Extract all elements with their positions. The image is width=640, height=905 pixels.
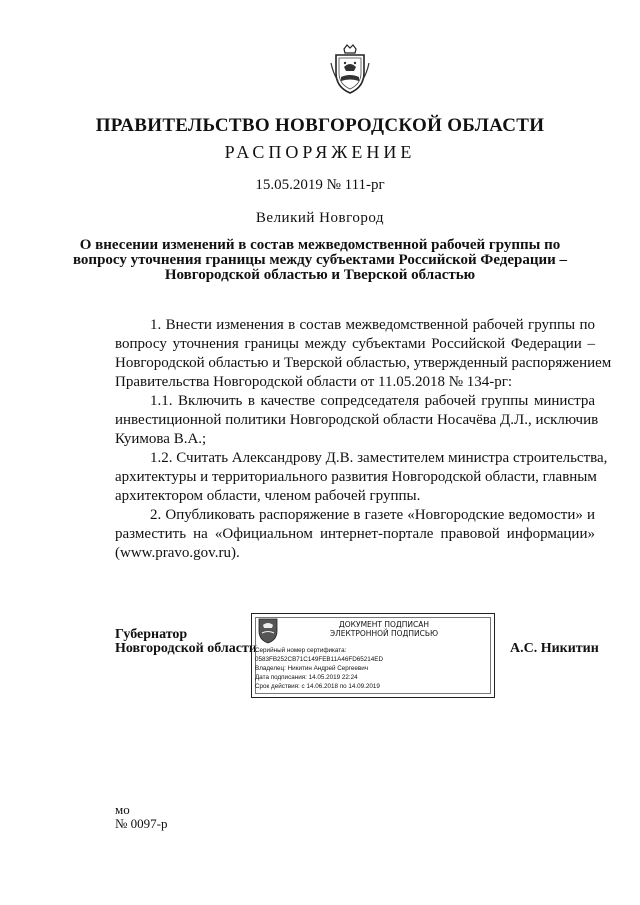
stamp-cert-number: 0583FB252CB71C149FEB11A46FD65214ED (255, 656, 384, 663)
stamp-sign-date: Дата подписания: 14.05.2019 22:24 (255, 674, 358, 681)
paragraph-2-line: разместить на «Официальном интернет-портале правовой информации» (115, 526, 595, 542)
paragraph-1-line: вопросу уточнения границы между субъектами Российской Федерации – (115, 336, 595, 352)
stamp-details (255, 646, 491, 691)
stamp-heading-line: ДОКУМЕНТ ПОДПИСАН (338, 620, 430, 629)
date-and-number: 15.05.2019 № 111-рг (255, 177, 385, 193)
document-body (115, 316, 612, 563)
signer-title-line: Губернатор (115, 627, 188, 642)
stamp-heading-line: ЭЛЕКТРОННОЙ ПОДПИСЬЮ (329, 629, 439, 638)
subject-line: вопросу уточнения границы между субъектами Российской Федерации – (72, 252, 568, 268)
stamp-cert-label: Серийный номер сертификата: (255, 647, 347, 654)
signer-title (115, 628, 257, 656)
document-type: РАСПОРЯЖЕНИЕ (224, 142, 416, 162)
stamp-owner: Владелец: Никитин Андрей Сергеевич (255, 665, 369, 672)
paragraph-1-1-line: инвестиционной политики Новгородской области Носачёва Д.Л., исключив (115, 412, 599, 428)
footer-number: № 0097-р (115, 816, 168, 831)
stamp-emblem-icon (256, 616, 280, 644)
paragraph-1-line: Правительства Новгородской области от 11.05.2018 № 134-рг: (115, 374, 513, 390)
document-footer (115, 803, 167, 831)
stamp-heading (284, 620, 484, 638)
document-subject (0, 238, 640, 283)
paragraph-1-2-line: архитектором области, членом рабочей группы. (115, 488, 421, 504)
paragraph-1-2-line: 1.2. Считать Александрову Д.В. заместителем министра строительства, (150, 450, 608, 466)
stamp-validity: Срок действия: с 14.06.2018 по 14.09.2019 (255, 683, 380, 690)
paragraph-1-2-line: архитектуры и территориального развития Новгородской области, главным (115, 469, 597, 485)
subject-line: О внесении изменений в состав межведомственной рабочей группы по (79, 237, 561, 253)
paragraph-1-1-line: Куимова В.А.; (115, 431, 207, 447)
paragraph-1-1-line: 1.1. Включить в качестве сопредседателя рабочей группы министра (150, 393, 595, 409)
signer-title-line: Новгородской области (115, 641, 257, 656)
government-name: ПРАВИТЕЛЬСТВО НОВГОРОДСКОЙ ОБЛАСТИ (95, 115, 545, 136)
footer-code: мо (115, 802, 130, 817)
paragraph-2-line: 2. Опубликовать распоряжение в газете «Новгородские ведомости» и (150, 507, 595, 523)
city: Великий Новгород (255, 210, 385, 226)
paragraph-2-line: (www.pravo.gov.ru). (115, 545, 240, 561)
paragraph-1-line: Новгородской областью и Тверской областью, утвержденный распоряжением (115, 355, 612, 371)
coat-of-arms-icon (330, 43, 370, 95)
paragraph-1-line: 1. Внести изменения в состав межведомственной рабочей группы по (150, 317, 595, 333)
subject-line: Новгородской областью и Тверской областью (164, 267, 476, 283)
signer-name: А.С. Никитин (510, 641, 599, 656)
